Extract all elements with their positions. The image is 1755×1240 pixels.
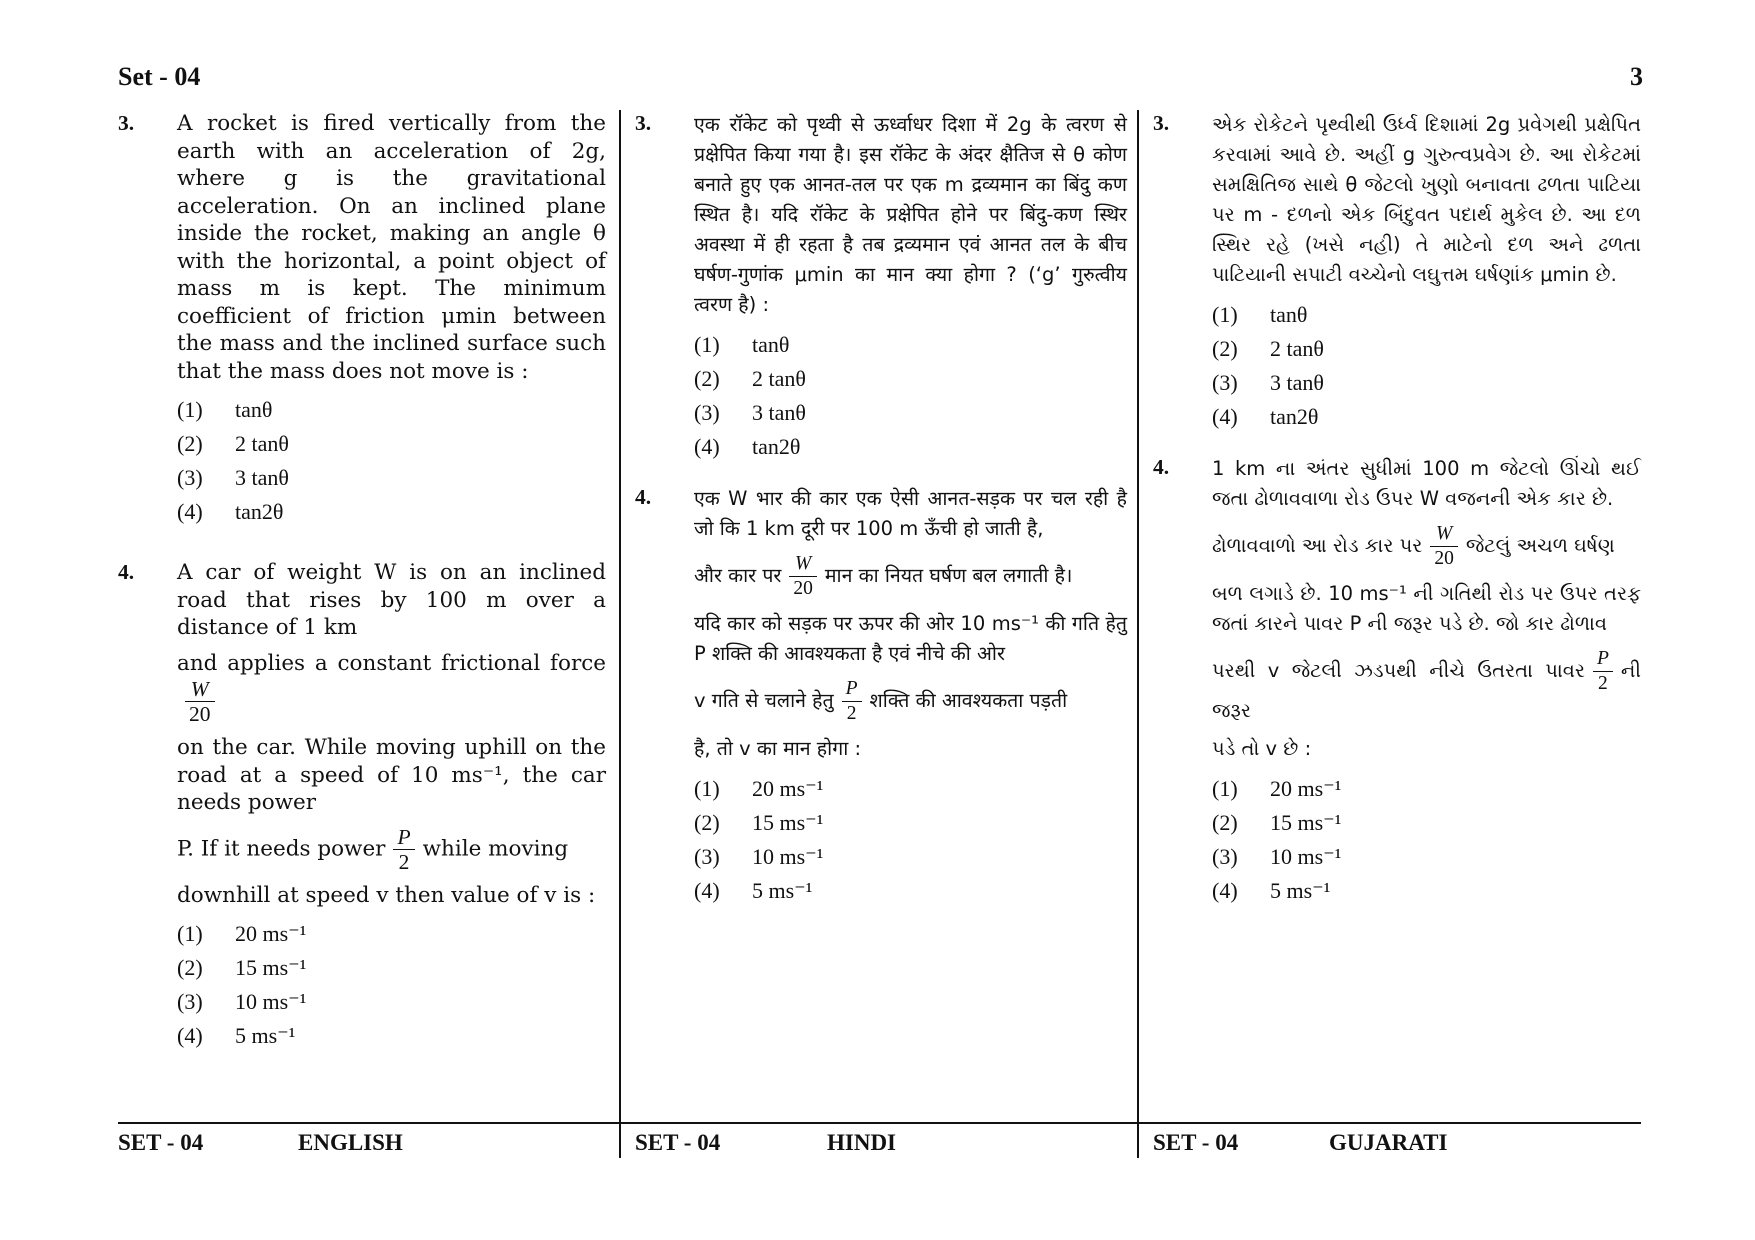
fraction-w-20: $\frac{W}{20}$ [185, 677, 215, 726]
question-number: 4. [1153, 455, 1170, 479]
option: (2) 2 tanθ [1212, 336, 1324, 362]
footer-set-label: SET - 04 [635, 1130, 721, 1155]
option: (4) 5 ms⁻¹ [1212, 878, 1331, 904]
question-number: 3. [635, 111, 652, 135]
footer-language-label: ENGLISH [298, 1130, 403, 1155]
option: (2) 15 ms⁻¹ [694, 810, 824, 836]
question-text: એક રોકેટને પૃથ્વીથી ઉર્ધ્વ દિશામાં 2g પ્રવેગથી પ્રક્ષેપિત કરવામાં આવે છે. અહીં g ગુરુત્વપ્રવેગ છે. આ રોકેટમાં સમક્ષિતિજ સાથે θ જેટલો ખુણો બનાવતા ઢળતા પાટિયા પર m - દળનો એક બિંદુવત પદાર્થ મુકેલ છે. આ દળ સ્થિર રહે (ખસે નહી) તે માટેનો દળ અને ઢળતા પાટિયાની સપાટી વચ્ચેનો લઘુત્તમ ઘર્ષણાંક μmin છે. [1212, 113, 1641, 286]
hindi-column [635, 110, 1127, 1160]
option: (1) tanθ [1212, 302, 1308, 328]
option: (3) 3 tanθ [694, 400, 806, 426]
option: (4) tan2θ [177, 499, 284, 525]
question-number: 3. [118, 111, 135, 135]
question-4 [1153, 454, 1641, 908]
column-divider [619, 110, 621, 1158]
option: (1) 20 ms⁻¹ [177, 921, 307, 947]
question-text: एक रॉकेट को पृथ्वी से ऊर्ध्वाधर दिशा में 2g के त्वरण से प्रक्षेपित किया गया है। इस रॉकेट के अंदर क्षैतिज से θ कोण बनाते हुए एक आनत-तल पर एक m द्रव्यमान का बिंदु कण स्थित है। यदि रॉकेट के प्रक्षेपित होने पर बिंदु-कण स्थिर अवस्था में ही रहता है तब द्रव्यमान एवं आनत तल के बीच घर्षण-गुणांक μmin का मान क्या होगा ? (‘g’ गुरुत्वीय त्वरण है) : [694, 113, 1127, 316]
option: (4) 5 ms⁻¹ [177, 1023, 296, 1049]
question-number: 4. [635, 485, 652, 509]
option: (3) 10 ms⁻¹ [694, 844, 824, 870]
option-list [177, 393, 606, 529]
option: (3) 10 ms⁻¹ [177, 989, 307, 1015]
option: (1) 20 ms⁻¹ [1212, 776, 1342, 802]
option: (2) 15 ms⁻¹ [1212, 810, 1342, 836]
question-3 [635, 110, 1127, 464]
option: (4) tan2θ [694, 434, 801, 460]
question-text: एक W भार की कार एक ऐसी आनत-सड़क पर चल रही है जो कि 1 km दूरी पर 100 m ऊँची हो जाती है, और कार पर $\frac{W}{20}$ मान का नियत घर्षण बल लगाती है। यदि कार को सड़क पर ऊपर की ओर 10 ms⁻¹ की गति हेतु P शक्ति की आवश्यकता है एवं नीचे की ओर v गति से चलाने हेतु $\frac{P}{2}$ शक्ति की आवश्यकता पड़ती है, तो v का मान होगा : [694, 487, 1127, 760]
option: (3) 3 tanθ [1212, 370, 1324, 396]
gujarati-column [1153, 110, 1641, 1160]
fraction-p-2: $\frac{P}{2}$ [1593, 647, 1613, 696]
option-list [694, 772, 1127, 908]
option: (2) 2 tanθ [694, 366, 806, 392]
option: (3) 10 ms⁻¹ [1212, 844, 1342, 870]
english-column [118, 110, 606, 1160]
fraction-p-2: $\frac{P}{2}$ [393, 825, 414, 874]
option: (1) 20 ms⁻¹ [694, 776, 824, 802]
question-text: 1 km ના અંતર સુધીમાં 100 m જેટલો ઊંચો થઈ જતા ઢોળાવવાળા રોડ ઉપર W વજનની એક કાર છે. ઢોળાવવાળો આ રોડ કાર પર $\frac{W}{20}$ જેટલું અચળ ઘર્ષણ બળ લગાડે છે. 10 ms⁻¹ ની ગતિથી રોડ પર ઉપર તરફ જતાં કારને પાવર P ની જરૂર પડે છે. જો કાર ઢોળાવ પરથી v જેટલી ઝડપથી નીચે ઉતરતા પાવર $\frac{P}{2}$ ની જરૂર પડે તો v છે : [1212, 457, 1641, 760]
question-number: 3. [1153, 111, 1170, 135]
option: (1) tanθ [694, 332, 790, 358]
fraction-w-20: $\frac{W}{20}$ [789, 552, 817, 601]
option: (3) 3 tanθ [177, 465, 289, 491]
question-text: A car of weight W is on an inclined road that rises by 100 m over a distance of 1 km and applies a constant frictional force $\frac{W}{20}$ on the car. While moving uphill on the road at a speed of 10 ms⁻¹, the car needs power P. If it needs power $\frac{P}{2}$ while moving downhill at speed v then value of v is : [177, 560, 606, 908]
option: (1) tanθ [177, 397, 273, 423]
question-4 [118, 559, 606, 1053]
footer-language-label: GUJARATI [1329, 1130, 1448, 1155]
question-3 [1153, 110, 1641, 434]
fraction-p-2: $\frac{P}{2}$ [842, 677, 862, 726]
option: (4) tan2θ [1212, 404, 1319, 430]
option-list [694, 328, 1127, 464]
page-header [118, 62, 1643, 102]
question-number: 4. [118, 560, 135, 584]
option-list [1212, 772, 1641, 908]
option-list [1212, 298, 1641, 434]
footer-language-label: HINDI [827, 1130, 897, 1155]
footer-set-label: SET - 04 [118, 1130, 204, 1155]
footer-gujarati [1139, 1122, 1641, 1164]
footer-english [118, 1122, 619, 1164]
option-list [177, 917, 606, 1053]
page-number: 3 [1630, 62, 1643, 91]
footer-set-label: SET - 04 [1153, 1130, 1239, 1155]
fraction-w-20: $\frac{W}{20}$ [1430, 522, 1458, 571]
question-3 [118, 110, 606, 529]
column-divider [1137, 110, 1139, 1158]
footer-hindi [621, 1122, 1137, 1164]
option: (2) 15 ms⁻¹ [177, 955, 307, 981]
option: (2) 2 tanθ [177, 431, 289, 457]
question-4 [635, 484, 1127, 908]
set-title: Set - 04 [118, 62, 201, 91]
question-text: A rocket is fired vertically from the earth with an acceleration of 2g, where g is the gravitational acceleration. On an inclined plane inside the rocket, making an angle θ with the horizontal, a point object of mass m is kept. The minimum coefficient of friction μmin between the mass and the inclined surface such that the mass does not move is : [177, 111, 606, 384]
option: (4) 5 ms⁻¹ [694, 878, 813, 904]
